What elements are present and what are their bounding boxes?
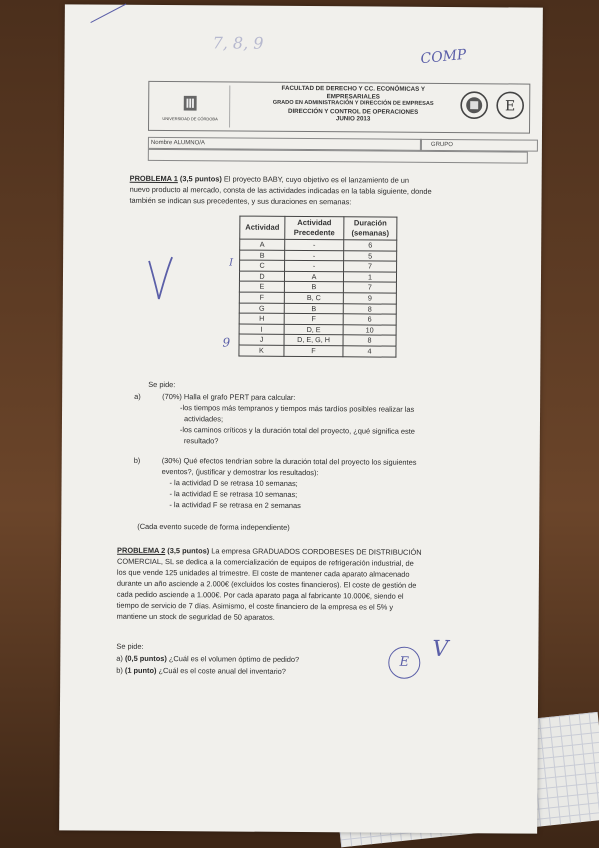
problem2-line-7: mantiene un stock de seguridad de 50 aparatos. <box>116 611 275 622</box>
faculty-logos <box>459 90 525 120</box>
table-row <box>239 271 396 283</box>
handwritten-v-mark: V <box>432 636 449 663</box>
predecessor-cell: F <box>284 345 343 356</box>
problem1-b-block <box>161 455 511 512</box>
problem1-b-label: b) <box>133 455 141 465</box>
table-header-predecessor: Actividad Precedente <box>285 216 344 239</box>
table-row <box>240 239 397 251</box>
pen-stroke-top-left <box>90 4 127 25</box>
header-text <box>233 85 473 125</box>
problem2-line-5: cada pedido asciende a 1.000€. Por cada aparato paga al fabricante 10.000€, siendo el <box>116 589 404 601</box>
problem1-b-item3: - la actividad F se retrasa en 2 semanas <box>169 500 301 511</box>
activity-cell: F <box>239 292 284 303</box>
activity-cell: J <box>239 334 284 345</box>
table-header-row <box>240 216 397 240</box>
handwritten-circled-letter <box>388 647 420 679</box>
duration-cell: 7 <box>343 282 396 293</box>
activity-cell: I <box>239 324 284 335</box>
duration-cell: 5 <box>344 250 397 261</box>
predecessor-cell: D, E <box>284 324 343 335</box>
problem2-line-2: COMERCIAL, SL se dedica a la comercialización de equipos de refrigeración industrial, de <box>116 556 414 568</box>
university-label: UNIVERSIDAD DE CÓRDOBA <box>162 115 218 121</box>
duration-cell: 6 <box>343 314 396 325</box>
predecessor-cell: B <box>284 282 343 293</box>
activity-cell: A <box>240 239 285 250</box>
problem2-question-b <box>116 665 286 677</box>
duration-cell: 8 <box>343 335 396 346</box>
handwritten-circled-letter-text: E <box>399 654 410 670</box>
problem1-intro-line-1: El proyecto BABY, cuyo objetivo es el lanzamiento de un <box>223 174 410 185</box>
handwritten-side-mark-1: I <box>229 257 234 269</box>
problem1-a-label: a) <box>134 391 141 401</box>
duration-cell: 4 <box>343 346 396 357</box>
handwritten-check-mark <box>145 255 175 303</box>
problem1-a-text: (70%) Halla el grafo PERT para calcular: <box>162 392 296 402</box>
predecessor-cell: - <box>285 239 344 250</box>
exam-sheet <box>59 4 543 833</box>
header-line-4: DIRECCIÓN Y CONTROL DE OPERACIONES <box>287 107 419 116</box>
problem1-b-item2: - la actividad E se retrasa 10 semanas; <box>169 489 298 499</box>
activity-cell: E <box>239 281 284 292</box>
table-row <box>239 345 396 357</box>
problem2-qb-label: b) <box>116 665 123 675</box>
problem1-b-note: (Cada evento sucede de forma independiente) <box>137 521 290 532</box>
problem1-b-item1: - la actividad D se retrasa 10 semanas; <box>169 478 298 488</box>
table-row <box>240 250 397 262</box>
predecessor-cell: B, C <box>284 292 343 303</box>
duration-cell: 10 <box>343 325 396 336</box>
problem2-line-6: tiempo de servicio de 7 días. Asimismo, el coste financiero de la empresa es el 5% y <box>116 600 394 612</box>
duration-cell: 6 <box>344 240 397 251</box>
problem1-b-text-line2: eventos?, (justificar y demostrar los resultados): <box>161 467 319 478</box>
problem2-points: (3,5 puntos) <box>167 546 210 556</box>
group-field[interactable]: GRUPO <box>420 139 538 152</box>
problem2-qa-text: ¿Cuál es el volumen óptimo de pedido? <box>168 654 300 664</box>
problem1-a-item1-line2: actividades; <box>183 414 224 424</box>
problem1-a-item2-line2: resultado? <box>183 436 219 446</box>
student-info-blank-row <box>148 149 528 164</box>
activity-cell: G <box>239 303 284 314</box>
predecessor-cell: - <box>285 250 344 261</box>
exam-header <box>148 81 530 134</box>
student-name-field[interactable]: Nombre ALUMNO/A <box>148 137 422 151</box>
predecessor-cell: D, E, G, H <box>284 335 343 346</box>
activity-cell: H <box>239 313 284 324</box>
table-header-duration: Duración (semanas) <box>344 217 397 240</box>
svg-text:E: E <box>505 98 516 115</box>
activity-cell: D <box>239 271 284 282</box>
problem1-intro-line-2: nuevo producto al mercado, consta de las actividades indicadas en la tabla siguiente, donde <box>129 184 432 196</box>
handwritten-side-mark-2: 9 <box>222 335 231 350</box>
problem2-line-4: durante un año asciende a 2.000€ (excluidos los costes financieros). El coste de gestión de <box>116 578 417 590</box>
activities-table <box>238 216 397 358</box>
problem1-b-text-line1: (30%) Qué efectos tendrían sobre la duración total del proyecto los siguientes <box>161 456 417 467</box>
problem2-qb-text: ¿Cuál es el coste anual del inventario? <box>158 666 286 676</box>
table-header-activity: Actividad <box>240 216 285 239</box>
university-crest-icon <box>179 92 201 114</box>
table-row <box>239 334 396 346</box>
header-line-5: JUNIO 2013 <box>335 115 371 123</box>
table-row <box>239 292 396 304</box>
problem1-a-block <box>162 391 512 448</box>
duration-cell: 8 <box>343 303 396 314</box>
university-logo <box>151 85 230 128</box>
predecessor-cell: - <box>285 261 344 272</box>
problem1-intro-line-3: también se indican sus precedentes, y sus duraciones en semanas: <box>129 195 352 207</box>
problem1-intro <box>129 173 529 209</box>
header-line-2: EMPRESARIALES <box>326 92 380 101</box>
problem1-a-item2-line1: -los caminos críticos y la duración total del proyecto, ¿qué significa este <box>179 425 415 436</box>
problem2-question-a <box>116 653 299 665</box>
predecessor-cell: A <box>284 271 343 282</box>
duration-cell: 1 <box>343 272 396 283</box>
predecessor-cell: F <box>284 314 343 325</box>
header-line-1: FACULTAD DE DERECHO Y CC. ECONÓMICAS Y <box>281 84 426 93</box>
problem1-points: (3,5 puntos) <box>179 174 222 184</box>
duration-cell: 7 <box>344 261 397 272</box>
problem1-title: PROBLEMA 1 <box>129 173 178 184</box>
problem2-se-pide: Se pide: <box>116 641 144 651</box>
duration-cell: 9 <box>343 293 396 304</box>
header-line-3: GRADO EN ADMINISTRACIÓN Y DIRECCIÓN DE EMPRESAS <box>272 99 434 108</box>
table-row <box>239 281 396 293</box>
problem1-se-pide: Se pide: <box>148 379 176 390</box>
problem2-line-1: La empresa GRADUADOS CORDOBESES DE DISTRIBUCIÓN <box>211 546 422 557</box>
handwritten-corner-note: COMP <box>419 46 468 68</box>
table-row <box>239 303 396 315</box>
table-row <box>240 260 397 272</box>
activity-cell: K <box>239 345 284 356</box>
student-info-row <box>148 137 528 162</box>
problem2-line-3: los que vende 125 unidades al trimestre. El coste de mantener cada aparato almacenado <box>116 567 410 579</box>
table-row <box>239 313 396 325</box>
problem2-qa-points: (0,5 puntos) <box>124 653 167 664</box>
problem2-qa-label: a) <box>116 653 123 663</box>
activity-cell: C <box>240 260 285 271</box>
predecessor-cell: B <box>284 303 343 314</box>
problem2-block <box>117 545 528 625</box>
problem2-title: PROBLEMA 2 <box>117 545 166 556</box>
faculty-e-logo-icon <box>495 90 525 120</box>
problem1-a-item1-line1: -los tiempos más tempranos y tiempos más tardíos posibles realizar las <box>180 403 415 414</box>
faculty-seal-icon <box>459 90 489 120</box>
problem2-qb-points: (1 punto) <box>124 665 157 675</box>
activity-cell: B <box>240 250 285 261</box>
handwritten-numbers: 7, 8, 9 <box>212 33 264 53</box>
